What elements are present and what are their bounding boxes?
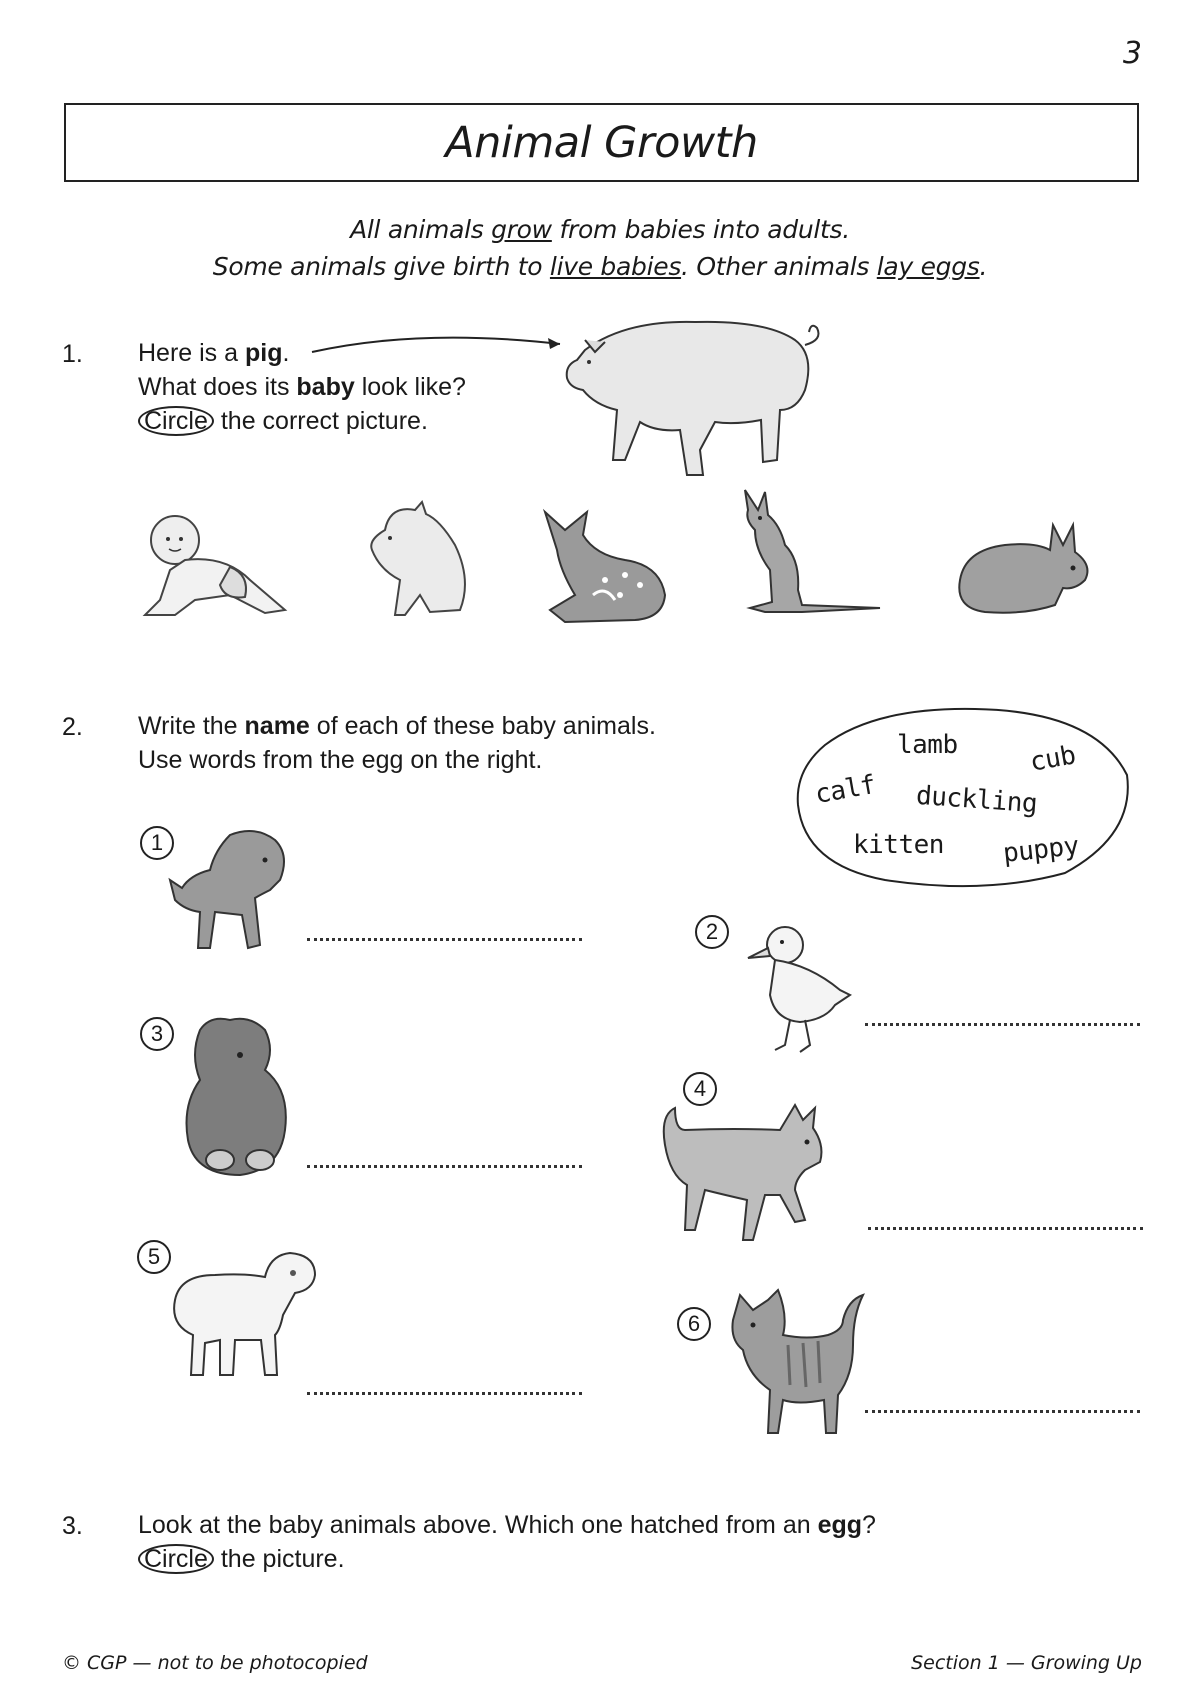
title-box [64,103,1139,182]
bear-cub-icon [180,1010,300,1180]
answer-line-6[interactable] [865,1410,1140,1413]
animal-number-3: 3 [140,1017,174,1051]
q3-line-1: Look at the baby animals above. Which one hatched from an egg? [138,1511,876,1539]
answer-line-2[interactable] [865,1023,1140,1026]
circle-word: Circle [138,1544,214,1574]
animal-number-1: 1 [140,826,174,860]
joey-icon[interactable] [730,490,890,620]
egg-word-lamb: lamb [897,730,958,760]
fawn-icon[interactable] [535,500,675,630]
calf-icon [655,1100,855,1250]
egg-word-cub: cub [1027,740,1078,778]
footer-section: Section 1 — Growing Up [911,1652,1142,1674]
piglet-icon[interactable] [360,500,480,625]
intro-line-1: All animals grow from babies into adults. [350,215,850,244]
answer-line-3[interactable] [307,1165,582,1168]
q3-line-2: Circle the picture. [138,1542,876,1576]
animal-number-4: 4 [683,1072,717,1106]
q2-line-1: Write the name of each of these baby animals. [138,712,656,740]
lamb-icon [165,1245,325,1385]
answer-line-4[interactable] [868,1227,1143,1230]
q2-text [138,709,656,777]
q1-line-1: Here is a pig. [138,339,290,367]
pig-icon [565,310,825,480]
intro-line-2: Some animals give birth to live babies. Other animals lay eggs. [212,252,988,281]
q3-text [138,1508,876,1576]
animal-number-2: 2 [695,915,729,949]
egg-word-puppy: puppy [1001,831,1081,869]
q2-number: 2. [62,713,83,741]
answer-line-5[interactable] [307,1392,582,1395]
page-title: Animal Growth [445,117,758,168]
q2-line-2: Use words from the egg on the right. [138,746,543,774]
egg-word-calf: calf [812,769,878,811]
animal-number-6: 6 [677,1307,711,1341]
baby-icon[interactable] [135,505,305,625]
footer-copyright: © CGP — not to be photocopied [62,1652,368,1674]
duckling-icon [740,920,860,1060]
animal-number-5: 5 [137,1240,171,1274]
egg-word-kitten: kitten [853,830,944,860]
egg-word-duckling: duckling [915,780,1039,820]
rabbit-icon[interactable] [945,520,1095,620]
q1-number: 1. [62,340,83,368]
q3-number: 3. [62,1512,83,1540]
page-number: 3 [1122,36,1142,71]
kitten-icon [728,1275,878,1440]
answer-line-1[interactable] [307,938,582,941]
puppy-icon [160,820,300,960]
q1-line-3: Circle the correct picture. [138,404,466,438]
q1-line-2: What does its baby look like? [138,373,466,401]
circle-word: Circle [138,406,214,436]
arrow-icon [310,330,570,360]
